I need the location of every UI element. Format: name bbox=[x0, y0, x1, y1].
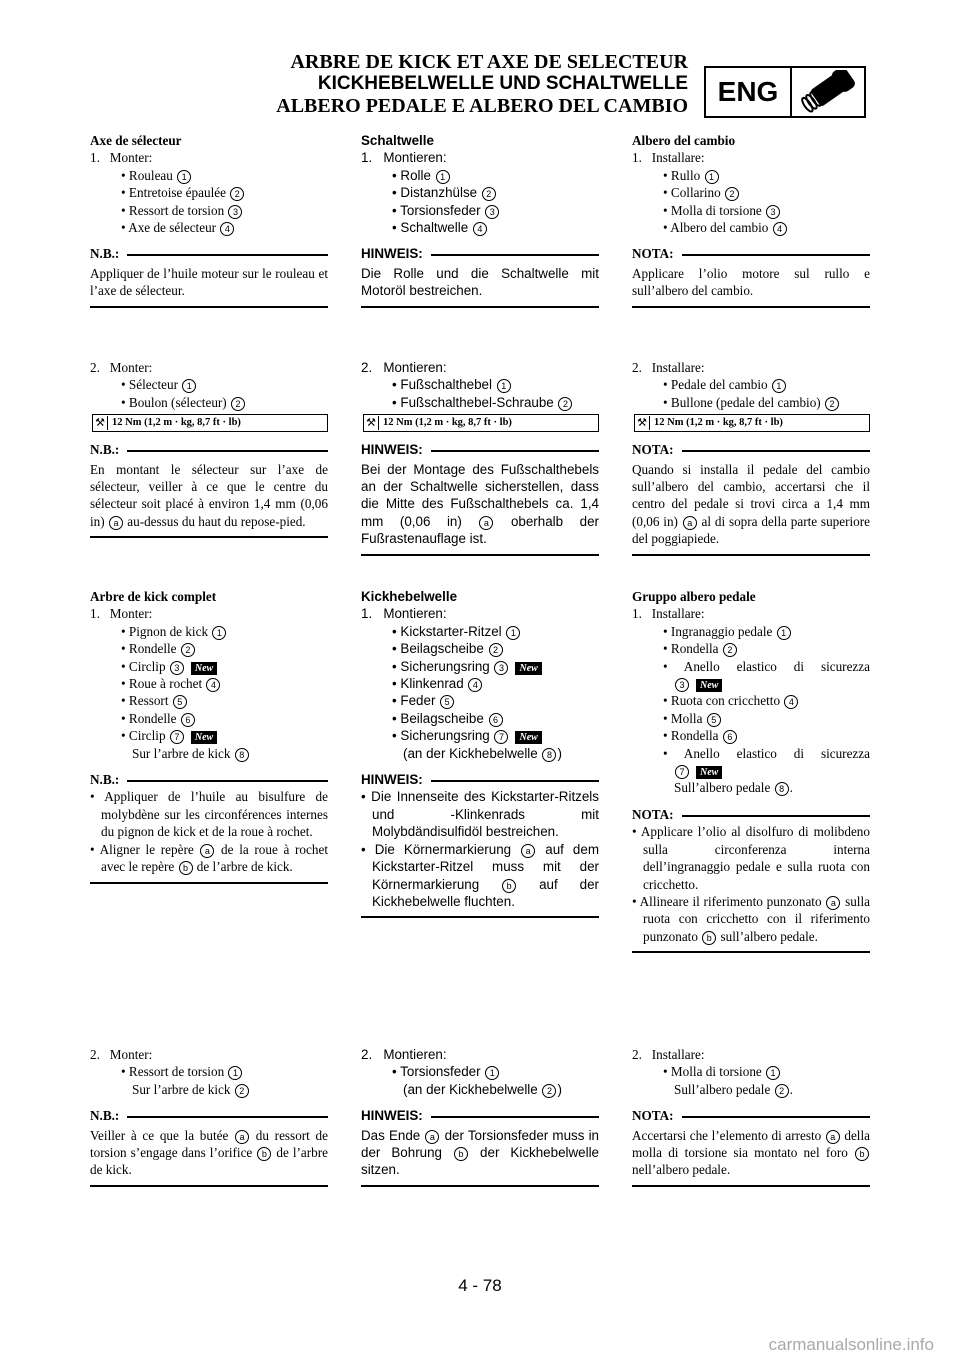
section-title: Schaltwelle bbox=[361, 133, 434, 148]
list-subtext: (an der Kickhebelwelle 2 ) bbox=[403, 1081, 562, 1097]
list-item: • Anello elastico di sicurezza bbox=[663, 658, 870, 674]
list-item: • Sicherungsring 7 New bbox=[361, 727, 599, 744]
list-item: • Kickstarter-Ritzel 1 bbox=[361, 623, 599, 640]
list-item: • Ressort 5 bbox=[90, 692, 328, 709]
divider bbox=[361, 916, 599, 918]
section-title: Axe de sélecteur bbox=[90, 133, 182, 148]
list-item: • Roue à rochet 4 bbox=[90, 675, 328, 692]
badge-label: ENG bbox=[706, 68, 792, 116]
list-item: • Axe de sélecteur 4 bbox=[90, 219, 328, 236]
list-subtext: Sur l’arbre de kick 2 bbox=[90, 1081, 328, 1098]
list-item: • Molla 5 bbox=[632, 710, 870, 727]
it-kick-shaft bbox=[632, 588, 870, 953]
note-text: Accertarsi che l’elemento di arresto a della molla di torsione sia montato nel foro b nell’albero pedale. bbox=[632, 1127, 870, 1178]
note-heading: HINWEIS: bbox=[361, 441, 599, 458]
section-title: Arbre de kick complet bbox=[90, 589, 217, 604]
note-bullet: • Aligner le repère a de la roue à rochet avec le repère b de l’arbre de kick. bbox=[90, 841, 328, 875]
list-item: • Molla di torsione 1 bbox=[632, 1063, 870, 1080]
list-item: • Bullone (pedale del cambio) 2 bbox=[632, 394, 870, 411]
note-bullet: • Appliquer de l’huile au bisulfure de molybdène sur les circonférences internes du pignon de kick et de la roue à rochet. bbox=[90, 789, 329, 840]
list-item: • Rondelle 2 bbox=[90, 640, 328, 657]
wrench-icon: ⚒ bbox=[93, 416, 108, 430]
step-2: 2. Montieren: bbox=[361, 1047, 447, 1062]
section-title: Gruppo albero pedale bbox=[632, 589, 756, 604]
de-shift-pedal bbox=[361, 359, 599, 556]
list-item: • Torsionsfeder 1 bbox=[361, 1063, 599, 1080]
step-2: 2. Monter: bbox=[90, 1047, 153, 1062]
de-torsion-spring bbox=[361, 1046, 599, 1187]
it-torsion-spring bbox=[632, 1046, 870, 1187]
note-text: Veiller à ce que la butée a du ressort de torsion s’engage dans l’orifice b de l’arbre de kick. bbox=[90, 1127, 329, 1178]
it-shift-shaft bbox=[632, 132, 870, 308]
step-2: 2. Installare: bbox=[632, 1047, 705, 1062]
note-text: Das Ende a der Torsionsfeder muss in der Bohrung b der Kickhebelwelle sitzen. bbox=[361, 1127, 600, 1178]
step-2: 2. Monter: bbox=[90, 360, 153, 375]
note-heading: N.B.: bbox=[90, 771, 328, 788]
step-1: 1. Montieren: bbox=[361, 150, 447, 166]
note-heading: N.B.: bbox=[90, 441, 328, 458]
note-text: Quando si installa il pedale del cambio sull’albero del cambio, accertarsi che il centro del pedale si trovi circa a 1,4 mm (0,06 in) a al di sopra della parte superiore del poggiapiede. bbox=[632, 461, 871, 547]
title-fr: ARBRE DE KICK ET AXE DE SELECTEUR bbox=[290, 51, 688, 73]
list-item: • Beilagscheibe 2 bbox=[361, 640, 599, 657]
list-item: • Fußschalthebel 1 bbox=[361, 376, 599, 393]
list-item: • Klinkenrad 4 bbox=[361, 675, 599, 692]
list-item: • Sélecteur 1 bbox=[90, 376, 328, 393]
wrench-icon: ⚒ bbox=[635, 416, 650, 430]
torque-spec: ⚒ 12 Nm (1,2 m · kg, 8,7 ft · lb) bbox=[363, 414, 599, 432]
list-subtext: 3 New bbox=[632, 675, 870, 692]
new-badge: New bbox=[515, 662, 541, 675]
step-1: 1. Monter: bbox=[90, 606, 153, 622]
list-item: • Anello elastico di sicurezza bbox=[663, 745, 870, 761]
section-badge bbox=[704, 66, 866, 118]
new-badge: New bbox=[696, 679, 722, 692]
note-text: Die Rolle und die Schaltwelle mit Motoröl bestreichen. bbox=[361, 265, 599, 299]
list-item: • Fußschalthebel-Schraube 2 bbox=[361, 394, 599, 411]
torque-spec: ⚒ 12 Nm (1,2 m · kg, 8,7 ft · lb) bbox=[634, 414, 870, 432]
divider bbox=[90, 882, 328, 884]
note-text: En montant le sélecteur sur l’axe de sélecteur, veiller à ce que le centre du sélecteur soit placé à environ 1,4 mm (0,06 in) a au-dessus du haut du repose-pied. bbox=[90, 461, 328, 529]
list-item: • Boulon (sélecteur) 2 bbox=[90, 394, 328, 411]
page-number: 4 - 78 bbox=[458, 1276, 502, 1295]
list-item: • Distanzhülse 2 bbox=[361, 184, 599, 201]
torque-spec: ⚒ 12 Nm (1,2 m · kg, 8,7 ft · lb) bbox=[92, 414, 328, 432]
step-2: 2. Installare: bbox=[632, 360, 705, 375]
de-shift-shaft bbox=[361, 132, 599, 308]
note-bullet: • Die Körnermarkierung a auf dem Kickstarter-Ritzel muss mit der Körnermarkierung b auf der Kickhebelwelle fluchten. bbox=[361, 841, 599, 909]
note-heading: NOTA: bbox=[632, 441, 870, 458]
step-1: 1. Installare: bbox=[632, 150, 705, 166]
step-1: 1. Monter: bbox=[90, 150, 153, 166]
note-text: Bei der Montage des Fußschalthebels an der Schaltwelle sicherstellen, dass die Mitte des Fußschalthebels ca. 1,4 mm (0,06 in) a oberhalb der Fußrastenauflage ist. bbox=[361, 461, 599, 547]
fr-torsion-spring bbox=[90, 1046, 328, 1187]
list-item: • Circlip 7 New bbox=[90, 727, 328, 744]
new-badge: New bbox=[515, 731, 541, 744]
section-title: Albero del cambio bbox=[632, 133, 736, 148]
divider bbox=[632, 554, 870, 556]
list-item: • Rullo 1 bbox=[632, 167, 870, 184]
list-item: • Rondella 2 bbox=[632, 640, 870, 657]
note-bullet: • Allineare il riferimento punzonato a sulla ruota con cricchetto con il riferimento punzonato b sull’albero pedale. bbox=[632, 893, 870, 944]
divider bbox=[361, 1185, 599, 1187]
list-item: • Schaltwelle 4 bbox=[361, 219, 599, 236]
list-item: • Ressort de torsion 1 bbox=[90, 1063, 328, 1080]
divider bbox=[361, 554, 599, 556]
list-item: • Ingranaggio pedale 1 bbox=[632, 623, 870, 640]
list-subtext: Sur l’arbre de kick 8 bbox=[90, 745, 328, 762]
new-badge: New bbox=[191, 731, 217, 744]
list-item: • Pignon de kick 1 bbox=[90, 623, 328, 640]
list-item: • Rouleau 1 bbox=[90, 167, 328, 184]
engine-parts-icon bbox=[796, 70, 862, 114]
divider bbox=[632, 951, 870, 953]
watermark[interactable]: carmanualsonline.info bbox=[768, 1335, 934, 1354]
title-de: KICKHEBELWELLE UND SCHALTWELLE bbox=[317, 73, 688, 94]
de-kick-shaft bbox=[361, 588, 599, 918]
note-heading: HINWEIS: bbox=[361, 771, 599, 788]
divider bbox=[90, 536, 328, 538]
fr-shift-pedal bbox=[90, 359, 328, 538]
step-1: 1. Montieren: bbox=[361, 606, 447, 622]
wrench-icon: ⚒ bbox=[364, 416, 379, 430]
list-subtext: (an der Kickhebelwelle 8 ) bbox=[403, 745, 562, 761]
list-subtext: Sull’albero pedale 8 . bbox=[674, 780, 793, 796]
divider bbox=[632, 306, 870, 308]
fr-shift-shaft bbox=[90, 132, 328, 308]
divider bbox=[90, 306, 328, 308]
list-item: • Rondelle 6 bbox=[90, 710, 328, 727]
list-item: • Ressort de torsion 3 bbox=[90, 202, 328, 219]
divider bbox=[632, 1185, 870, 1187]
note-heading: N.B.: bbox=[90, 1107, 328, 1124]
list-item: • Collarino 2 bbox=[632, 184, 870, 201]
note-heading: N.B.: bbox=[90, 245, 328, 262]
list-item: • Torsionsfeder 3 bbox=[361, 202, 599, 219]
list-item: • Entretoise épaulée 2 bbox=[90, 184, 328, 201]
fr-kick-shaft bbox=[90, 588, 328, 884]
note-heading: HINWEIS: bbox=[361, 1107, 599, 1124]
step-2: 2. Montieren: bbox=[361, 360, 447, 375]
divider bbox=[361, 306, 599, 308]
note-heading: HINWEIS: bbox=[361, 245, 599, 262]
new-badge: New bbox=[696, 766, 722, 779]
list-item: • Molla di torsione 3 bbox=[632, 202, 870, 219]
it-shift-pedal bbox=[632, 359, 870, 556]
note-bullet: • Applicare l’olio al disolfuro di molibdeno sulla circonferenza interna dell’ingranaggio pedale e sulla ruota con cricchetto. bbox=[632, 824, 870, 892]
list-item: • Rolle 1 bbox=[361, 167, 599, 184]
title-it: ALBERO PEDALE E ALBERO DEL CAMBIO bbox=[276, 95, 688, 117]
list-item: • Ruota con cricchetto 4 bbox=[632, 692, 870, 709]
step-1: 1. Installare: bbox=[632, 606, 705, 622]
divider bbox=[90, 1185, 328, 1187]
list-item: • Feder 5 bbox=[361, 692, 599, 709]
section-title: Kickhebelwelle bbox=[361, 589, 458, 604]
list-item: • Rondella 6 bbox=[632, 727, 870, 744]
list-item: • Pedale del cambio 1 bbox=[632, 376, 870, 393]
note-heading: NOTA: bbox=[632, 806, 870, 823]
list-subtext: Sull’albero pedale 2 . bbox=[674, 1081, 793, 1097]
note-heading: NOTA: bbox=[632, 1107, 870, 1124]
list-item: • Circlip 3 New bbox=[90, 658, 328, 675]
new-badge: New bbox=[191, 662, 217, 675]
list-item: • Beilagscheibe 6 bbox=[361, 710, 599, 727]
note-heading: NOTA: bbox=[632, 245, 870, 262]
list-item: • Albero del cambio 4 bbox=[632, 219, 870, 236]
list-item: • Sicherungsring 3 New bbox=[361, 658, 599, 675]
note-text: Applicare l’olio motore sul rullo e sull’albero del cambio. bbox=[632, 265, 870, 299]
note-text: Appliquer de l’huile moteur sur le rouleau et l’axe de sélecteur. bbox=[90, 265, 328, 299]
page-header bbox=[276, 51, 688, 117]
list-subtext: 7 New bbox=[632, 762, 870, 779]
note-bullet: • Die Innenseite des Kickstarter-Ritzels und -Klinkenrads mit Molybdändisulfidöl bestreichen. bbox=[361, 789, 599, 840]
